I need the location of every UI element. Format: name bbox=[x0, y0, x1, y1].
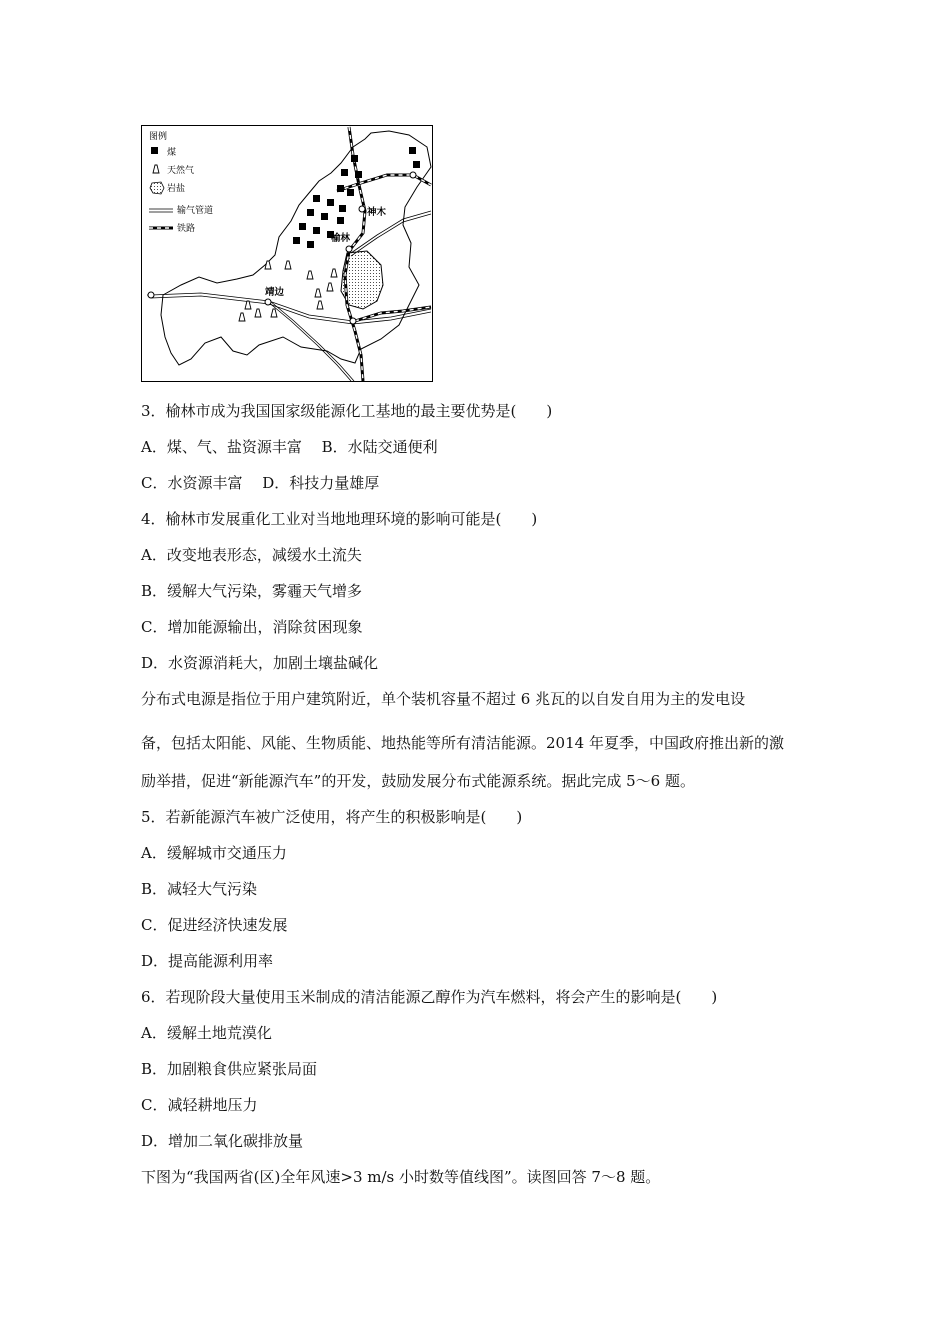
q6-option-b: B．加剧粮食供应紧张局面 bbox=[141, 1060, 318, 1078]
q3-options-cd: C．水资源丰富 D．科技力量雄厚 bbox=[141, 474, 380, 492]
q4-option-b: B．缓解大气污染，雾霾天气增多 bbox=[141, 582, 363, 600]
passage-line-2: 备，包括太阳能、风能、生物质能、地热能等所有清洁能源。2014 年夏季，中国政府推出新的激 bbox=[141, 734, 784, 752]
legend-pipeline: 输气管道 bbox=[177, 206, 214, 216]
q4-option-a: A．改变地表形态，减缓水土流失 bbox=[141, 546, 362, 564]
city-label-shenmu: 神木 bbox=[367, 207, 387, 218]
q6-option-c: C．减轻耕地压力 bbox=[141, 1096, 258, 1114]
legend-coal: 煤 bbox=[167, 148, 177, 158]
q7-8-intro: 下图为“我国两省(区)全年风速>3 m/s 小时数等值线图”。读图回答 7～8 题。 bbox=[141, 1168, 661, 1186]
legend-railway: 铁路 bbox=[177, 224, 196, 234]
legend-salt: 岩盐 bbox=[167, 184, 186, 194]
legend-gas: 天然气 bbox=[167, 166, 195, 176]
q6-option-d: D．增加二氧化碳排放量 bbox=[141, 1132, 304, 1150]
q5-option-d: D．提高能源利用率 bbox=[141, 952, 274, 970]
yulin-energy-map bbox=[141, 125, 433, 382]
q6-stem: 6．若现阶段大量使用玉米制成的清洁能源乙醇作为汽车燃料，将会产生的影响是( ) bbox=[141, 988, 718, 1006]
q4-option-d: D．水资源消耗大，加剧土壤盐碱化 bbox=[141, 654, 379, 672]
q6-option-a: A．缓解土地荒漠化 bbox=[141, 1024, 272, 1042]
q5-option-c: C．促进经济快速发展 bbox=[141, 916, 288, 934]
salt-legend-icon bbox=[150, 182, 164, 194]
q3-stem: 3．榆林市成为我国国家级能源化工基地的最主要优势是( ) bbox=[141, 402, 553, 420]
q5-option-a: A．缓解城市交通压力 bbox=[141, 844, 287, 862]
q3-options-ab: A．煤、气、盐资源丰富 B．水陆交通便利 bbox=[141, 438, 438, 456]
q5-option-b: B．减轻大气污染 bbox=[141, 880, 258, 898]
passage-line-3: 励举措，促进“新能源汽车”的开发，鼓励发展分布式能源系统。据此完成 5～6 题。 bbox=[141, 772, 695, 790]
q4-option-c: C．增加能源输出，消除贫困现象 bbox=[141, 618, 363, 636]
passage-line-1: 分布式电源是指位于用户建筑附近，单个装机容量不超过 6 兆瓦的以自发自用为主的发电设 bbox=[141, 690, 746, 708]
q4-stem: 4．榆林市发展重化工业对当地地理环境的影响可能是( ) bbox=[141, 510, 538, 528]
legend-title: 图例 bbox=[149, 132, 168, 142]
city-label-yulin: 榆林 bbox=[331, 233, 351, 244]
q5-stem: 5．若新能源汽车被广泛使用，将产生的积极影响是( ) bbox=[141, 808, 523, 826]
coal-legend-icon bbox=[151, 147, 158, 154]
city-label-jingbian: 靖边 bbox=[265, 287, 285, 298]
